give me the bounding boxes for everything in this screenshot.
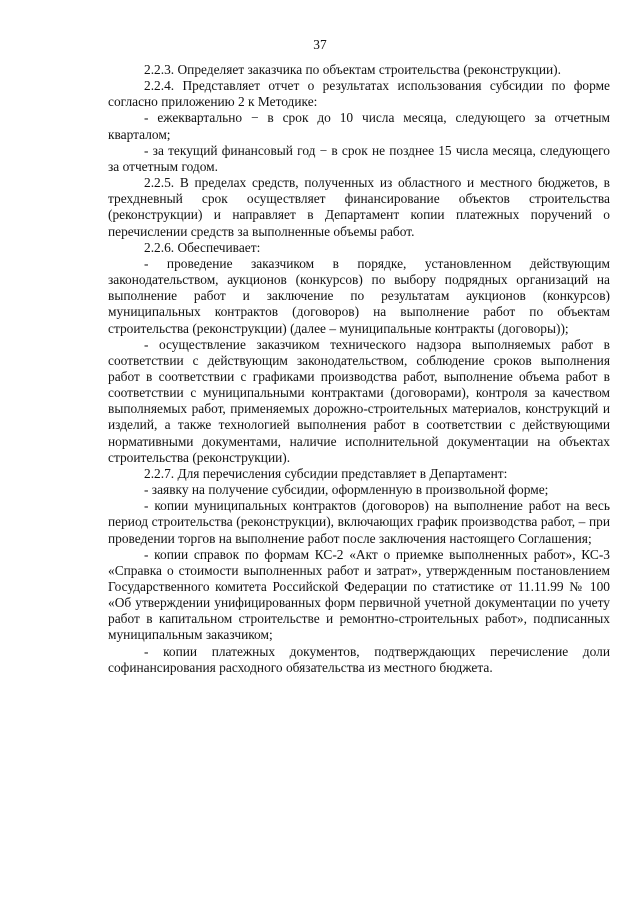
list-item-yearly: - за текущий финансовый год − в срок не позднее 15 числа месяца, следующего за отчетным годом. — [108, 142, 610, 174]
paragraph-2-2-4: 2.2.4. Представляет отчет о результатах использования субсидии по форме согласно приложению 2 к Методике: — [108, 78, 610, 110]
list-item-payment-documents: - копии платежных документов, подтверждающих перечисление доли софинансирования расходного обязательства из местного бюджета. — [108, 643, 610, 675]
list-item-quarterly: - ежеквартально − в срок до 10 числа месяца, следующего за отчетным кварталом; — [108, 110, 610, 142]
list-item-certificate-copies: - копии справок по формам КС-2 «Акт о приемке выполненных работ», КС-3 «Справка о стоимости выполненных работ и затрат», утвержденным постановлением Государственного комитета Российской Федерации по статистике от 11.11.99 № 100 «Об утверждении унифицированных форм первичной учетной документации по учету работ в капитальном строительстве и ремонтно-строительных работ», подписанных муниципальным заказчиком; — [108, 546, 610, 643]
page-number: 37 — [313, 37, 327, 52]
paragraph-2-2-5: 2.2.5. В пределах средств, полученных из областного и местного бюджетов, в трехдневный срок осуществляет финансирование объектов строительства (реконструкции) и направляет в Департамент копии платежных поручений о перечислении средств за выполненные объемы работ. — [108, 175, 610, 239]
list-item-auctions: - проведение заказчиком в порядке, установленном действующим законодательством, аукционов (конкурсов) по выбору подрядных организаций на выполнение работ и заключение по результатам аукционов (конкурсов) муниципальных контрактов (договоров) на выполнение работ по объектам строительства (реконструкции) (далее – муниципальные контракты (договоры)); — [108, 255, 610, 336]
paragraph-2-2-7: 2.2.7. Для перечисления субсидии представляет в Департамент: — [144, 465, 508, 481]
paragraph-2-2-6: 2.2.6. Обеспечивает: — [144, 239, 261, 255]
list-item-application: - заявку на получение субсидии, оформленную в произвольной форме; — [144, 482, 549, 498]
list-item-contract-copies: - копии муниципальных контрактов (договоров) на выполнение работ на весь период строительства (реконструкции), включающих график производства работ, – при проведении торгов на выполнение работ после заключения настоящего Соглашения; — [108, 498, 610, 546]
paragraph-2-2-3: 2.2.3. Определяет заказчика по объектам строительства (реконструкции). — [144, 62, 561, 77]
document-body — [108, 62, 610, 676]
list-item-technical-supervision: - осуществление заказчиком технического надзора выполняемых работ в соответствии с действующим законодательством, соблюдение сроков выполнения работ в соответствии с графиками производства работ, выполнение объема работ в соответствии с муниципальными контрактами (договорами), контроля за качеством выполняемых работ, применяемых дорожно-строительных материалов, конструкций и изделий, а также технологией выполнения работ в соответствии с действующими нормативными документами, наличие исполнительной документации на объектах строительства (реконструкции). — [108, 336, 610, 465]
